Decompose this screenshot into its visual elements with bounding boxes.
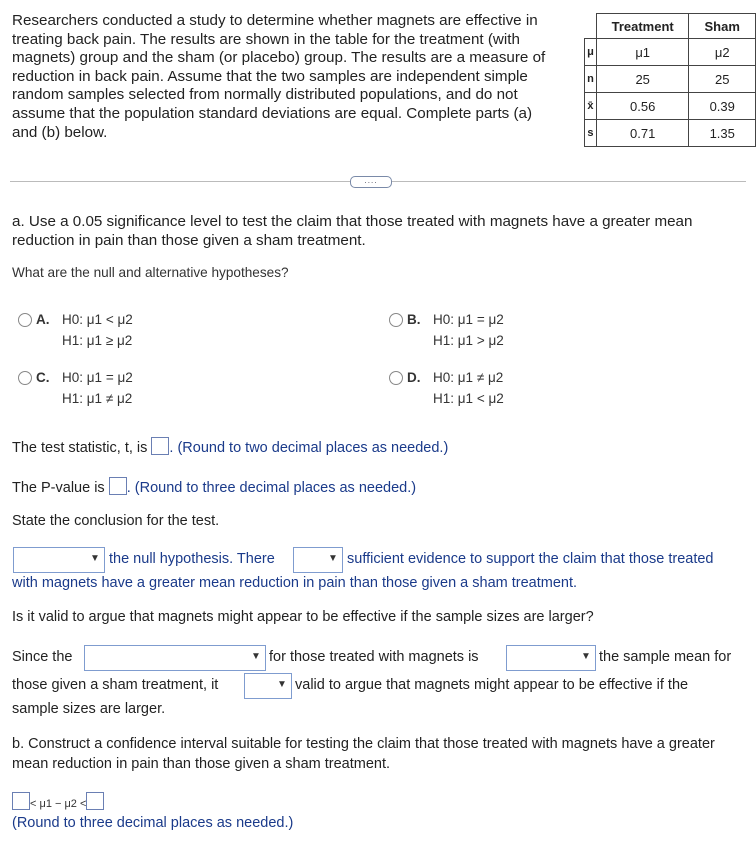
test-stat-label: The test statistic, t, is (12, 440, 148, 456)
cell-treatment: 0.56 (596, 93, 689, 120)
radio-a[interactable] (18, 313, 32, 327)
h1-label: H1: (433, 333, 455, 348)
chevron-down-icon: ▼ (251, 651, 261, 662)
table-header-row (585, 14, 756, 39)
h0-expr: μ1 ≠ μ2 (457, 370, 504, 385)
row-label: n (585, 66, 597, 93)
chevron-down-icon: ▼ (581, 651, 591, 662)
h0-label: H0: (433, 370, 455, 385)
for-treated-text: for those treated with magnets is (269, 649, 479, 665)
sample-larger-text: sample sizes are larger. (12, 701, 166, 717)
h1-expr: μ1 ≥ μ2 (86, 333, 133, 348)
h0-label: H0: (433, 312, 455, 327)
interval-expression: < μ1 − μ2 < (30, 798, 87, 810)
validity-question: Is it valid to argue that magnets might appear to be effective if the sample sizes are larger? (12, 609, 594, 625)
statistic-dropdown[interactable] (84, 645, 266, 671)
h1-expr: μ1 > μ2 (457, 333, 504, 348)
cell-treatment: 0.71 (596, 120, 689, 147)
h0-label: H0: (62, 370, 84, 385)
conclusion-end-text: sufficient evidence to support the claim that those treated (347, 551, 714, 567)
hypotheses-question: What are the null and alternative hypotheses? (12, 265, 289, 280)
validity-dropdown[interactable] (244, 673, 292, 699)
part-a-prompt: a. Use a 0.05 significance level to test the claim that those treated with magnets have a greater mean reduction in pain than those given a sham treatment. (12, 213, 693, 249)
since-the-text: Since the (12, 649, 73, 665)
radio-d[interactable] (389, 371, 403, 385)
p-value-input[interactable] (109, 477, 127, 495)
header-sham: Sham (689, 14, 756, 39)
h1-label: H1: (433, 391, 455, 406)
chevron-down-icon: ▼ (90, 553, 100, 564)
cell-treatment: μ1 (596, 39, 689, 66)
conclusion-prompt: State the conclusion for the test. (12, 513, 220, 529)
cell-sham: 0.39 (689, 93, 756, 120)
problem-statement (12, 12, 564, 142)
evidence-dropdown[interactable] (293, 547, 343, 573)
comparison-dropdown[interactable] (506, 645, 596, 671)
test-statistic-line (12, 437, 448, 456)
valid-argue-text: valid to argue that magnets might appear to be effective if the (295, 677, 689, 693)
test-stat-note: . (Round to two decimal places as needed.) (169, 440, 449, 456)
h1-label: H1: (62, 391, 84, 406)
header-treatment: Treatment (596, 14, 689, 39)
sample-mean-for-text: the sample mean for (599, 649, 732, 665)
option-letter: C. (36, 370, 50, 385)
option-letter: D. (407, 370, 421, 385)
h0-expr: μ1 = μ2 (86, 370, 133, 385)
option-letter: B. (407, 312, 421, 327)
data-table (584, 13, 756, 147)
h0-expr: μ1 < μ2 (86, 312, 133, 327)
p-value-line (12, 477, 416, 496)
table-row (585, 120, 756, 147)
cell-sham: 1.35 (689, 120, 756, 147)
conclusion-mid-text: the null hypothesis. There (109, 551, 275, 567)
radio-c[interactable] (18, 371, 32, 385)
h0-expr: μ1 = μ2 (457, 312, 504, 327)
row-label: s (585, 120, 597, 147)
chevron-down-icon: ▼ (277, 679, 287, 690)
row-label: x̄ (585, 93, 597, 120)
cell-treatment: 25 (596, 66, 689, 93)
p-value-note: . (Round to three decimal places as needed.) (126, 480, 417, 496)
p-value-label: The P-value is (12, 480, 105, 496)
conclusion-line2: with magnets have a greater mean reduction in pain than those given a sham treatment. (12, 575, 578, 591)
confidence-interval (12, 792, 104, 811)
table-row (585, 66, 756, 93)
chevron-down-icon: ▼ (328, 553, 338, 564)
table-row (585, 39, 756, 66)
table-row (585, 93, 756, 120)
decision-dropdown[interactable] (13, 547, 105, 573)
lower-bound-input[interactable] (12, 792, 30, 810)
those-given-text: those given a sham treatment, it (12, 677, 219, 693)
radio-b[interactable] (389, 313, 403, 327)
part-b-note: (Round to three decimal places as needed.) (12, 815, 294, 831)
h0-label: H0: (62, 312, 84, 327)
h1-label: H1: (62, 333, 84, 348)
expand-button[interactable]: .... (350, 176, 392, 188)
option-letter: A. (36, 312, 50, 327)
cell-sham: 25 (689, 66, 756, 93)
h1-expr: μ1 ≠ μ2 (86, 391, 133, 406)
upper-bound-input[interactable] (86, 792, 104, 810)
intro-text: Researchers conducted a study to determine whether magnets are effective in treating back pain. The results are shown in the table for the treatment (with magnets) group and the sham (or placebo) group. The results are a measure of reduction in back pain. Assume that the two samples are independent simple random samples selected from normally distributed populations, and do not assume that the population standard deviations are equal. Complete parts (a) and (b) below. (12, 12, 546, 141)
h1-expr: μ1 < μ2 (457, 391, 504, 406)
test-statistic-input[interactable] (151, 437, 169, 455)
part-b-prompt: b. Construct a confidence interval suitable for testing the claim that those treated with magnets have a greater mean reduction in pain than those given a sham treatment. (12, 736, 715, 772)
cell-sham: μ2 (689, 39, 756, 66)
row-label: μ (585, 39, 597, 66)
